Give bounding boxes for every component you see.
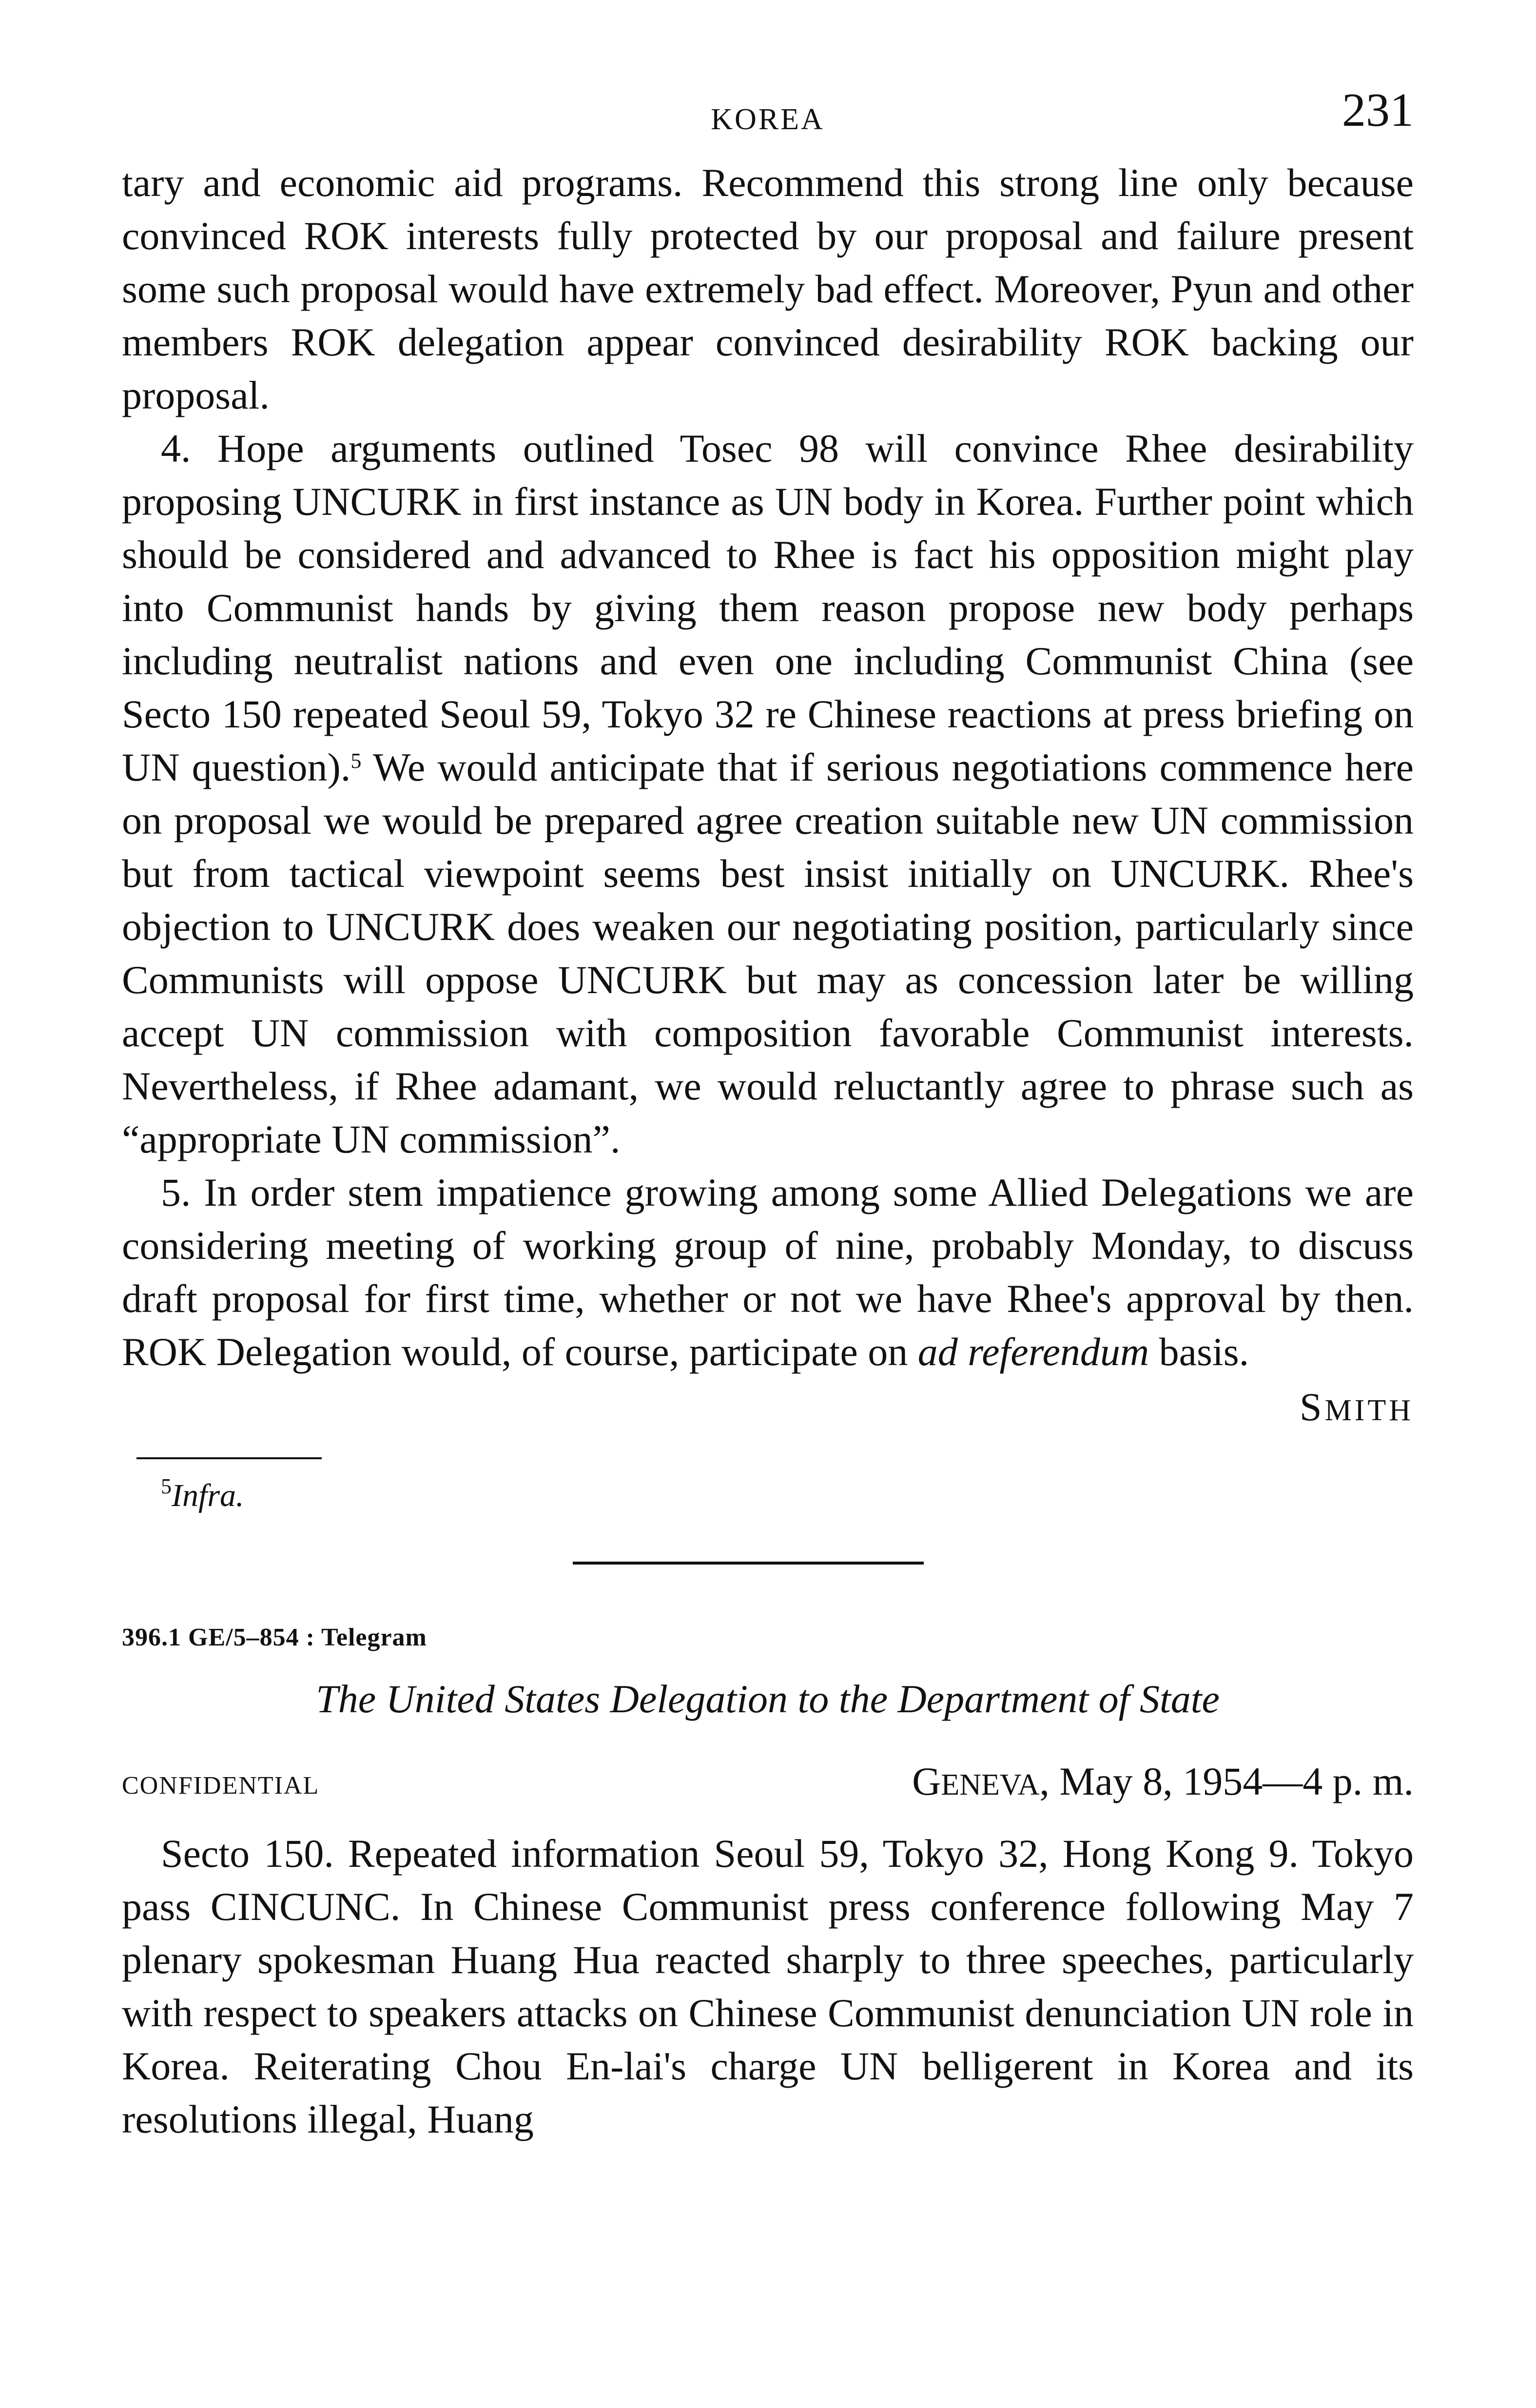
paragraph-5 <box>122 1166 1414 1378</box>
paragraph-continuation: tary and economic aid programs. Recommend this strong line only because convinced ROK interests fully protected by our proposal and failure present some such proposal would have extremely bad effect. Moreover, Pyun and other members ROK delegation appear convinced desirability ROK backing our proposal. <box>122 160 1414 417</box>
section-divider <box>573 1562 924 1565</box>
paragraph-4 <box>122 422 1414 1166</box>
dateline-place <box>912 1759 1039 1803</box>
running-title: KOREA <box>711 103 825 136</box>
footnote <box>161 1474 1414 1518</box>
footnote-number: 5 <box>161 1474 172 1498</box>
page-number: 231 <box>1342 84 1414 137</box>
document-page <box>122 83 1414 2146</box>
footnote-rule <box>136 1457 322 1459</box>
running-head <box>122 83 1414 156</box>
dateline-smallcaps: ENEVA <box>941 1768 1040 1801</box>
footnote-marker: 5 <box>350 749 362 773</box>
file-reference: 396.1 GE/5–854 : Telegram <box>122 1624 427 1651</box>
telegram-body: Secto 150. Repeated information Seoul 59, Tokyo 32, Hong Kong 9. Tokyo pass CINCUNC. In Chinese Communist press conference following May 7 plenary spokesman Huang Hua reacted sharply to three speeches, particularly with respect to speakers attacks on Chinese Communist denunciation UN role in Korea. Reiterating Chou En-lai's charge UN belligerent in Korea and its resolutions illegal, Huang <box>122 1831 1414 2141</box>
footnote-text: Infra. <box>172 1478 244 1513</box>
signature-rest: MITH <box>1324 1394 1414 1427</box>
paragraph-4-text: 4. Hope arguments outlined Tosec 98 will convince Rhee desirability proposing UNCURK in first instance as UN body in Korea. Further point which should be considered and advanced to Rhee is fact his opposition might play into Communist hands by giving them reason propose new body perhaps including neutralist nations and even one including Communist China (see Secto 150 repeated Seoul 59, Tokyo 32 re Chinese reactions at press briefing on UN question). <box>122 426 1414 789</box>
dateline-initial: G <box>912 1759 941 1803</box>
signature-initial: S <box>1299 1385 1325 1429</box>
document-meta <box>122 1759 1414 1812</box>
dateline-date: , May 8, 1954—4 p. m. <box>1039 1759 1414 1803</box>
signature <box>122 1384 1414 1433</box>
paragraph-5-text: 5. In order stem impatience growing among some Allied Delegations we are considering meeting of working group of nine, probably Monday, to discuss draft proposal for first time, whether or not we have Rhee's approval by then. ROK Delegation would, of course, participate on <box>122 1170 1414 1374</box>
classification-label: CONFIDENTIAL <box>122 1772 320 1800</box>
document-title: The United States Delegation to the Department of State <box>316 1677 1220 1721</box>
dateline <box>912 1759 1414 1804</box>
paragraph-5-end: basis. <box>1159 1330 1249 1374</box>
ad-referendum-phrase: ad referendum <box>917 1330 1149 1374</box>
paragraph-4-text-cont: We would anticipate that if serious negotiations commence here on proposal we would be prepared agree creation suitable new UN commission but from tactical viewpoint seems best insist initially on UNCURK. Rhee's objection to UNCURK does weaken our negotiating position, particularly since Communists will oppose UNCURK but may as concession later be willing accept UN commission with composition favorable Communist interests. Nevertheless, if Rhee adamant, we would reluctantly agree to phrase such as “appropriate UN commission”. <box>122 745 1414 1161</box>
